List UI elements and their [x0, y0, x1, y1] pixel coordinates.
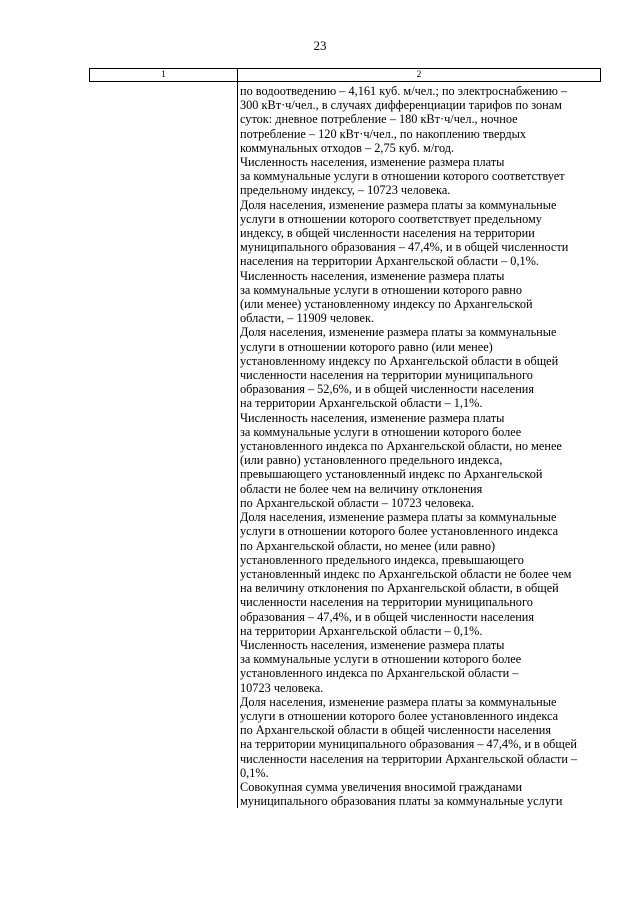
text-line: по Архангельской области, но менее (или равно)	[240, 538, 496, 553]
text-line: муниципального образования – 47,4%, и в общей численности	[240, 240, 569, 255]
text-line: Численность населения, изменение размера платы	[240, 637, 505, 652]
text-line: области не более чем на величину отклонения	[240, 481, 483, 496]
text-line: на территории Архангельской области – 0,1%.	[240, 623, 483, 638]
text-line: Доля населения, изменение размера платы за коммунальные	[240, 694, 557, 709]
text-line: образования – 47,4%, и в общей численности населения	[240, 609, 535, 624]
text-line: предельному индексу, – 10723 человека.	[240, 183, 451, 198]
text-line: области, – 11909 человек.	[240, 311, 375, 326]
text-line: муниципального образования платы за коммунальные услуги	[240, 794, 563, 809]
text-line: за коммунальные услуги в отношении которого более	[240, 424, 522, 439]
text-line: услуги в отношении которого соответствует предельному	[240, 211, 542, 226]
table-cell-col1	[89, 82, 238, 808]
text-line: численности населения на территории муниципального	[240, 595, 533, 610]
text-line: образования – 52,6%, и в общей численности населения	[240, 382, 535, 397]
text-line: численности населения на территории Архангельской области –	[240, 751, 578, 766]
text-line: установленному индексу по Архангельской области в общей	[240, 353, 559, 368]
table-header-row	[89, 68, 601, 82]
text-line: установленного индекса по Архангельской области –	[240, 666, 519, 681]
text-line: коммунальных отходов – 2,75 куб. м/год.	[240, 140, 455, 155]
text-line: на территории Архангельской области – 1,1%.	[240, 396, 483, 411]
text-line: на величину отклонения по Архангельской области, в общей	[240, 581, 559, 596]
text-line: Численность населения, изменение размера платы	[240, 410, 505, 425]
text-line: установленный индекс по Архангельской области не более чем	[240, 566, 572, 581]
table-body-row	[89, 82, 601, 808]
text-line: на территории муниципального образования – 47,4%, и в общей	[240, 737, 577, 752]
text-line: услуги в отношении которого более установленного индекса	[240, 524, 559, 539]
column-header-1: 1	[90, 69, 238, 81]
text-line: по Архангельской области – 10723 человека.	[240, 495, 475, 510]
text-line: численности населения на территории муниципального	[240, 368, 533, 383]
text-line: населения на территории Архангельской области – 0,1%.	[240, 254, 539, 269]
table-cell-col2	[238, 82, 601, 808]
text-line: по Архангельской области в общей численности населения	[240, 723, 552, 738]
data-table	[89, 68, 601, 808]
text-line: суток: дневное потребление – 180 кВт·ч/чел., ночное	[240, 112, 518, 127]
text-line: услуги в отношении которого более установленного индекса	[240, 708, 559, 723]
column-header-2: 2	[416, 70, 422, 80]
text-line: установленного индекса по Архангельской области, но менее	[240, 439, 562, 454]
text-line: Численность населения, изменение размера платы	[240, 155, 505, 170]
text-line: по водоотведению – 4,161 куб. м/чел.; по электроснабжению –	[240, 84, 568, 98]
text-line: Доля населения, изменение размера платы за коммунальные	[240, 197, 557, 212]
text-line: Доля населения, изменение размера платы за коммунальные	[240, 510, 557, 525]
text-line: Численность населения, изменение размера платы	[240, 268, 505, 283]
text-line: за коммунальные услуги в отношении которого соответствует	[240, 169, 565, 184]
text-line: превышающего установленный индекс по Архангельской	[240, 467, 543, 482]
text-line: (или менее) установленному индексу по Архангельской	[240, 297, 533, 312]
text-line: потребление – 120 кВт·ч/чел., по накоплению твердых	[240, 126, 527, 141]
text-line: за коммунальные услуги в отношении которого равно	[240, 282, 523, 297]
text-line: Совокупная сумма увеличения вносимой гражданами	[240, 779, 523, 794]
text-line: индексу, в общей численности населения на территории	[240, 226, 535, 241]
text-line: услуги в отношении которого равно (или менее)	[240, 339, 493, 354]
text-line: (или равно) установленного предельного индекса,	[240, 453, 503, 468]
text-line: установленного предельного индекса, превышающего	[240, 552, 524, 567]
text-line: 300 кВт·ч/чел., в случаях дифференциации тарифов по зонам	[240, 98, 562, 113]
text-line: Доля населения, изменение размера платы за коммунальные	[240, 325, 557, 340]
text-line: 10723 человека.	[240, 680, 324, 695]
text-line: за коммунальные услуги в отношении которого более	[240, 652, 522, 667]
text-line: 0,1%.	[240, 765, 269, 780]
page-number: 23	[313, 38, 327, 53]
